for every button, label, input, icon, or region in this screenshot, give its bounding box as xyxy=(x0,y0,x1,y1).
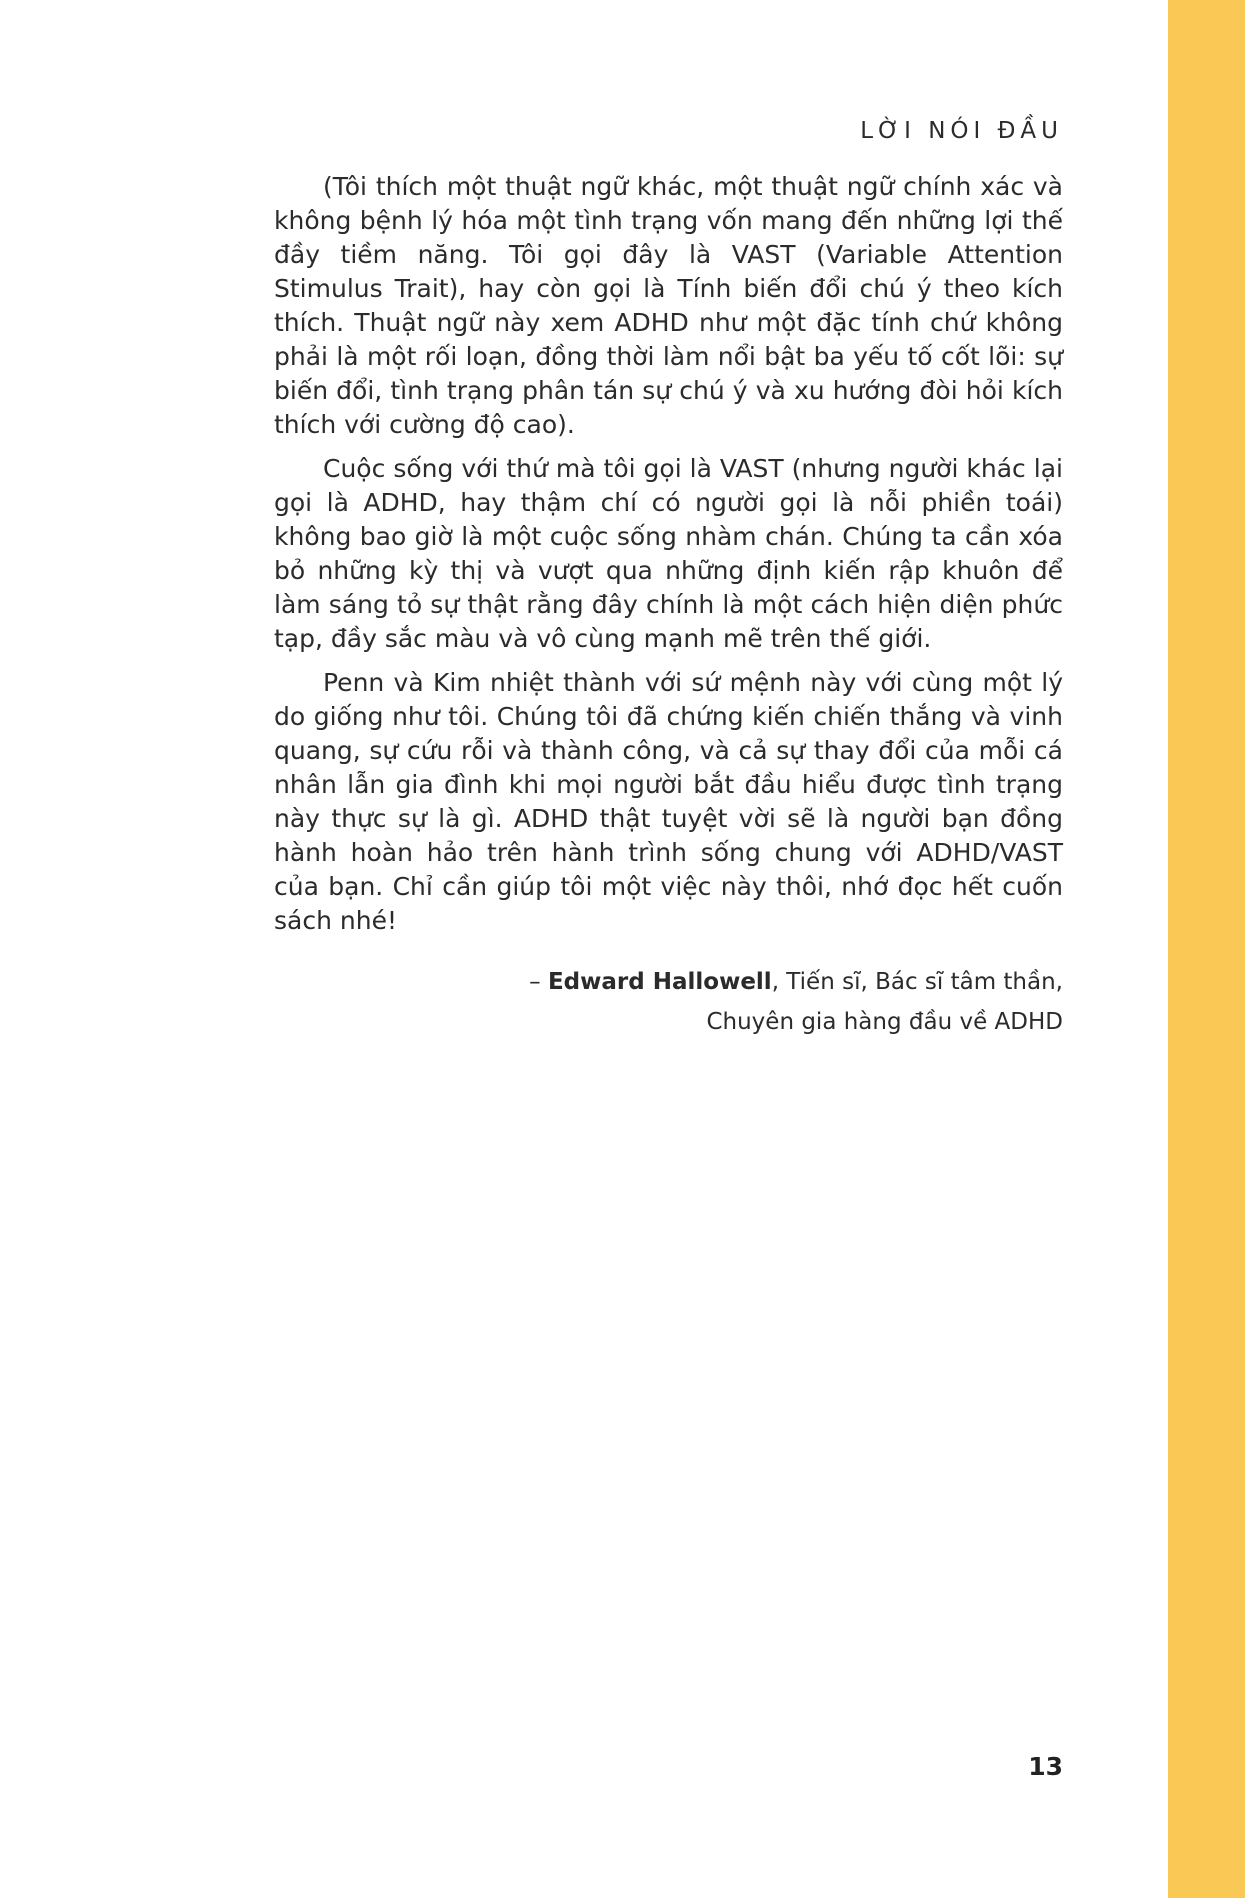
signature-line-1 xyxy=(274,962,1063,1002)
accent-stripe xyxy=(1168,0,1245,1898)
author-signature xyxy=(274,962,1063,1042)
body-paragraph: (Tôi thích một thuật ngữ khác, một thuật ngữ chính xác và không bệnh lý hóa một tình trạng vốn mang đến những lợi thế đầy tiềm năng. Tôi gọi đây là VAST (Variable Attention Stimulus Trait), hay còn gọi là Tính biến đổi chú ý theo kích thích. Thuật ngữ này xem ADHD như một đặc tính chứ không phải là một rối loạn, đồng thời làm nổi bật ba yếu tố cốt lõi: sự biến đổi, tình trạng phân tán sự chú ý và xu hướng đòi hỏi kích thích với cường độ cao). xyxy=(274,172,1063,439)
signature-dash: – xyxy=(529,969,548,995)
author-titles: , Tiến sĩ, Bác sĩ tâm thần, xyxy=(771,969,1063,995)
page-content xyxy=(274,0,1063,1042)
body-paragraph: Penn và Kim nhiệt thành với sứ mệnh này với cùng một lý do giống như tôi. Chúng tôi đã chứng kiến chiến thắng và vinh quang, sự cứu rỗi và thành công, và cả sự thay đổi của mỗi cá nhân lẫn gia đình khi mọi người bắt đầu hiểu được tình trạng này thực sự là gì. ADHD thật tuyệt vời sẽ là người bạn đồng hành hoàn hảo trên hành trình sống chung với ADHD/VAST của bạn. Chỉ cần giúp tôi một việc này thôi, nhớ đọc hết cuốn sách nhé! xyxy=(274,668,1063,935)
chapter-header: LỜI NÓI ĐẦU xyxy=(860,118,1063,144)
body-text xyxy=(274,170,1063,938)
signature-line-2: Chuyên gia hàng đầu về ADHD xyxy=(706,1009,1063,1035)
body-paragraph: Cuộc sống với thứ mà tôi gọi là VAST (nhưng người khác lại gọi là ADHD, hay thậm chí có người gọi là nỗi phiền toái) không bao giờ là một cuộc sống nhàm chán. Chúng ta cần xóa bỏ những kỳ thị và vượt qua những định kiến rập khuôn để làm sáng tỏ sự thật rằng đây chính là một cách hiện diện phức tạp, đầy sắc màu và vô cùng mạnh mẽ trên thế giới. xyxy=(274,454,1063,653)
author-name: Edward Hallowell xyxy=(547,969,772,995)
page-number: 13 xyxy=(1028,1752,1063,1781)
